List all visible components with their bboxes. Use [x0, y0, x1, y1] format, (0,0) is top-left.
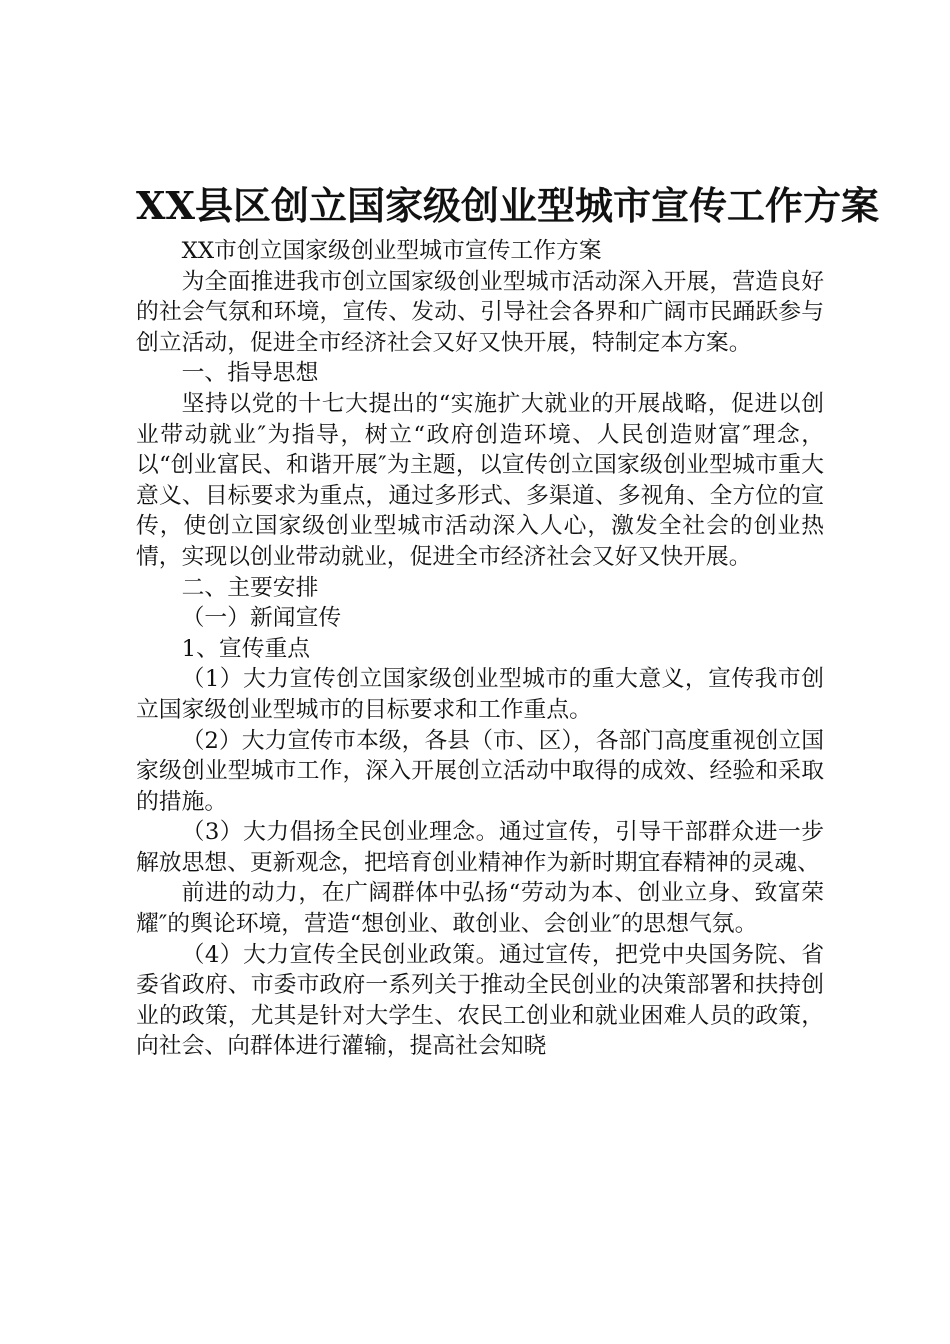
- document-title: XX县区创立国家级创业型城市宣传工作方案: [136, 183, 879, 228]
- list-item-3-continued: 前进的动力，在广阔群体中弘扬“劳动为本、创业立身、致富荣耀″的舆论环境，营造“想创业、敢创业、会创业″的思想气氛。: [136, 880, 824, 938]
- item-heading-publicity-focus: 1、宣传重点: [181, 635, 311, 662]
- list-item-2: （2）大力宣传市本级，各县（市、区），各部门高度重视创立国家级创业型城市工作，深入开展创立活动中取得的成效、经验和采取的措施。: [136, 727, 824, 815]
- intro-paragraph: 为全面推进我市创立国家级创业型城市活动深入开展，营造良好的社会气氛和环境，宣传、发动、引导社会各界和广阔市民踊跃参与创立活动，促进全市经济社会又好又快开展，特制定本方案。: [136, 268, 824, 356]
- subsection-heading-news-publicity: （一）新闻宣传: [181, 605, 342, 632]
- list-item-1: （1）大力宣传创立国家级创业型城市的重大意义，宣传我市创立国家级创业型城市的目标要求和工作重点。: [136, 666, 824, 723]
- list-item-4: （4）大力宣传全民创业政策。通过宣传，把党中央国务院、省委省政府、市委市政府一系列关于推动全民创业的决策部署和扶持创业的政策，尤其是针对大学生、农民工创业和就业困难人员的政策，向社会、向群体进行灌输，提高社会知晓: [136, 941, 824, 1060]
- guiding-ideology-paragraph: 坚持以党的十七大提出的“实施扩大就业的开展战略，促进以创业带动就业″为指导，树立“政府创造环境、人民创造财富″理念，以“创业富民、和谐开展″为主题，以宣传创立国家级创业型城市重大意义、目标要求为重点，通过多形式、多渠道、多视角、全方位的宣传，使创立国家级创业型城市活动深入人心，激发全社会的创业热情，实现以创业带动就业，促进全市经济社会又好又快开展。: [136, 390, 824, 570]
- document-body: [136, 236, 824, 1062]
- section-heading-guiding-ideology: 一、指导思想: [181, 360, 319, 387]
- section-heading-main-arrangements: 二、主要安排: [181, 574, 319, 601]
- subtitle-paragraph: XX市创立国家级创业型城市宣传工作方案: [181, 238, 602, 264]
- document-page: [136, 182, 879, 1062]
- list-item-3: （3）大力倡扬全民创业理念。通过宣传，引导干部群众进一步解放思想、更新观念，把培育创业精神作为新时期宜春精神的灵魂、: [136, 819, 824, 876]
